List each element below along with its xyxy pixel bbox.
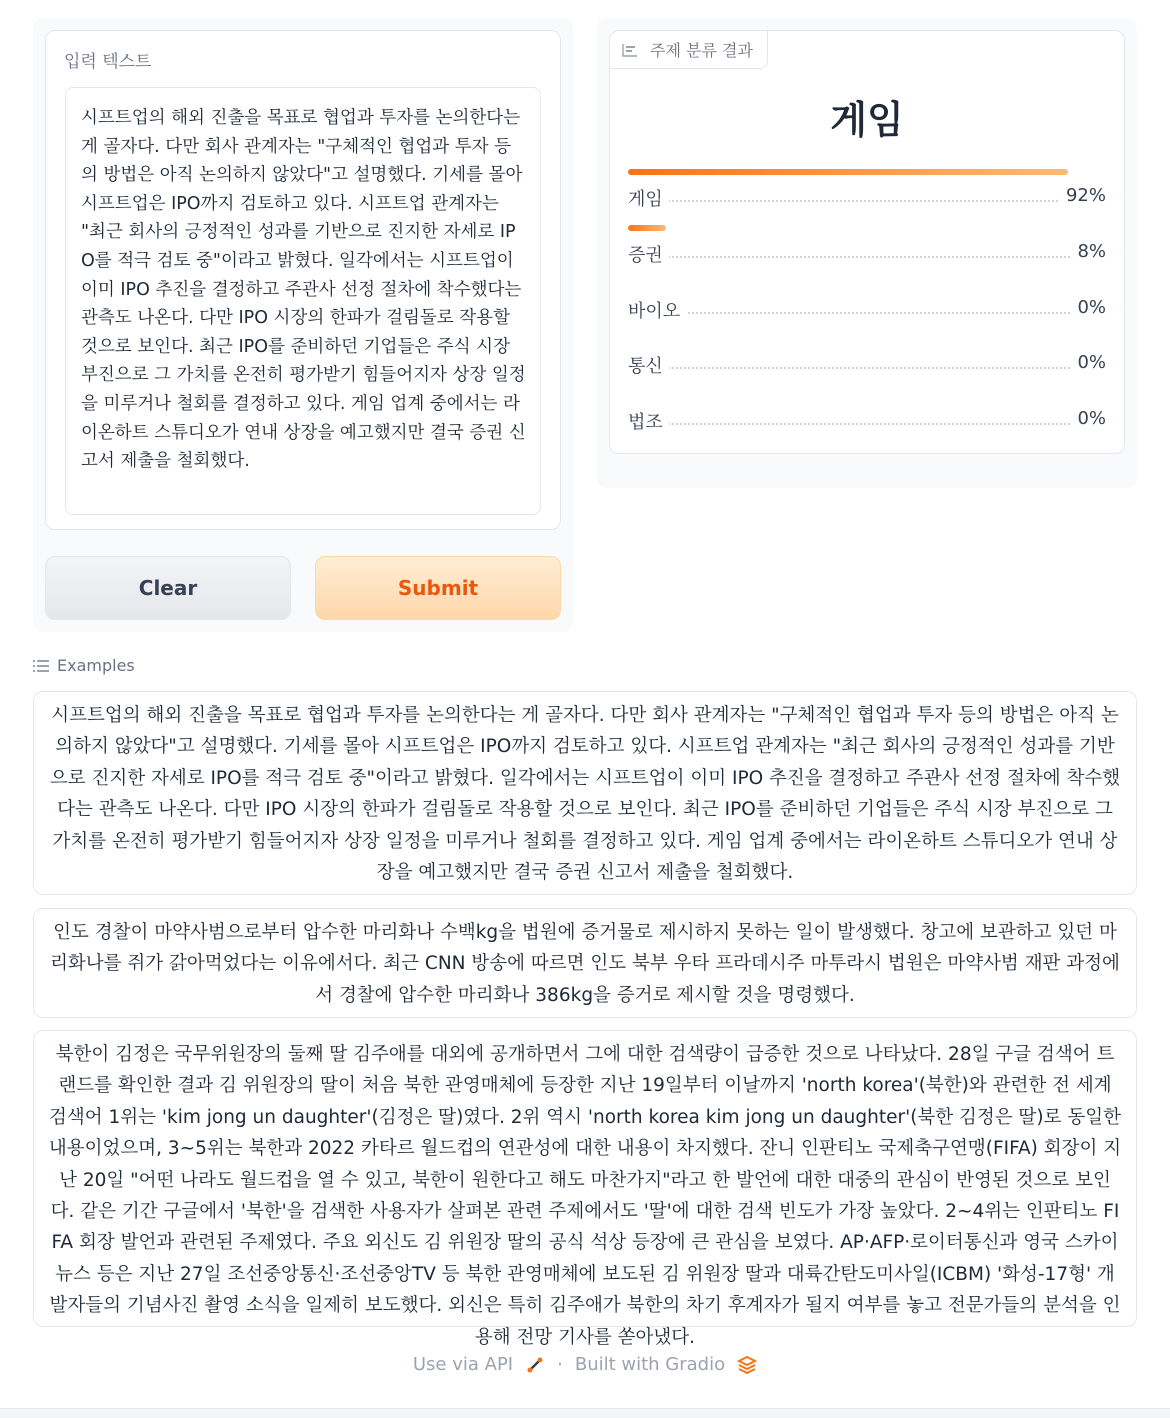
built-with-gradio-link[interactable]: Built with Gradio: [574, 1354, 726, 1375]
confidence-label: 게임: [628, 185, 669, 211]
rocket-icon: [525, 1355, 545, 1375]
confidence-value: 8%: [1071, 241, 1106, 262]
input-label: 입력 텍스트: [64, 52, 152, 72]
confidence-row: [628, 281, 1106, 321]
confidence-bar: [628, 225, 666, 231]
input-textarea[interactable]: 시프트업의 해외 진출을 목표로 협업과 투자를 논의한다는 게 골자다. 다만 회사 관계자는 "구체적인 협업과 투자 등의 방법은 아직 논의하지 않았다"고 설명했다. 기세를 몰아 시프트업은 IPO까지 검토하고 있다. 시프트업 관계자는 "최근 회사의 긍정적인 성과를 기반으로 진지한 자세로 IPO를 적극 검토 중"이라고 밝혔다. 일각에서는 시프트업이 이미 IPO 추진을 결정하고 주관사 선정 절차에 착수했다는 관측도 나온다. 다만 IPO 시장의 한파가 걸림돌로 작용할 것으로 보인다. 최근 IPO를 준비하던 기업들은 주식 시장 부진으로 그 가치를 온전히 평가받기 힘들어지자 상장 일정을 미루거나 철회를 결정하고 있다. 게임 업계 중에서는 라이온하트 스튜디오가 연내 상장을 예고했지만 결국 증권 신고서 제출을 철회했다.: [65, 87, 541, 515]
output-tab: [610, 31, 768, 69]
bottom-bar: [0, 1408, 1170, 1418]
confidence-value: 0%: [1071, 408, 1106, 429]
footer: [0, 1354, 1170, 1375]
confidence-row: [628, 225, 1106, 265]
example-item-3[interactable]: 북한이 김정은 국무위원장의 둘째 딸 김주애를 대외에 공개하면서 그에 대한 검색량이 급증한 것으로 나타났다. 28일 구글 검색어 트랜드를 확인한 결과 김 위원장의 딸이 처음 북한 관영매체에 등장한 지난 19일부터 이날까지 'north korea'(북한)와 관련한 전 세계 검색어 1위는 'kim jong un daughter'(김정은 딸)였다. 2위 역시 'north korea kim jong un daughter'(북한 김정은 딸)로 동일한 내용이었으며, 3~5위는 북한과 2022 카타르 월드컵의 연관성에 대한 내용이 차지했다. 잔니 인판티노 국제축구연맹(FIFA) 회장이 지난 20일 "어떤 나라도 월드컵을 열 수 있고, 북한이 원한다고 해도 마찬가지"라고 한 발언에 대한 대중의 관심이 반영된 것으로 보인다. 같은 기간 구글에서 '북한'을 검색한 사용자가 살펴본 관련 주제에서도 '딸'에 대한 검색 빈도가 가장 높았다. 2~4위는 인판티노 FIFA 회장 발언과 관련된 주제였다. 주요 외신도 김 위원장 딸의 공식 석상 등장에 큰 관심을 보였다. AP·AFP·로이터통신과 영국 스카이뉴스 등은 지난 27일 조선중앙통신·조선중앙TV 등 북한 관영매체에 보도된 김 위원장 딸과 대륙간탄도미사일(ICBM) '화성-17형' 개발자들의 기념사진 촬영 소식을 일제히 보도했다. 외신은 특히 김주애가 북한의 차기 후계자가 될지 여부를 놓고 전문가들의 분석을 인용해 전망 기사를 쏟아냈다.: [33, 1030, 1137, 1327]
confidence-bar: [628, 169, 1068, 175]
examples-label: Examples: [57, 656, 135, 675]
confidence-value: 92%: [1060, 185, 1106, 206]
confidence-leader: [628, 256, 1106, 258]
clear-button[interactable]: Clear: [45, 556, 291, 620]
confidence-leader: [628, 367, 1106, 369]
confidence-leader: [628, 200, 1106, 202]
example-item-1[interactable]: 시프트업의 해외 진출을 목표로 협업과 투자를 논의한다는 게 골자다. 다만 회사 관계자는 "구체적인 협업과 투자 등의 방법은 아직 논의하지 않았다"고 설명했다. 기세를 몰아 시프트업은 IPO까지 검토하고 있다. 시프트업 관계자는 "최근 회사의 긍정적인 성과를 기반으로 진지한 자세로 IPO를 적극 검토 중"이라고 밝혔다. 일각에서는 시프트업이 이미 IPO 추진을 결정하고 주관사 선정 절차에 착수했다는 관측도 나온다. 다만 IPO 시장의 한파가 걸림돌로 작용할 것으로 보인다. 최근 IPO를 준비하던 기업들은 주식 시장 부진으로 그 가치를 온전히 평가받기 힘들어지자 상장 일정을 미루거나 철회를 결정하고 있다. 게임 업계 중에서는 라이온하트 스튜디오가 연내 상장을 예고했지만 결국 증권 신고서 제출을 철회했다.: [33, 691, 1137, 895]
submit-button[interactable]: Submit: [315, 556, 561, 620]
confidence-row: [628, 336, 1106, 376]
bar-chart-icon: [622, 43, 638, 57]
confidence-value: 0%: [1071, 352, 1106, 373]
confidence-label: 바이오: [628, 297, 686, 323]
confidence-label: 통신: [628, 352, 669, 378]
predicted-label: 게임: [830, 98, 904, 142]
output-tab-label: 주제 분류 결과: [650, 41, 753, 60]
list-icon: [33, 659, 49, 673]
input-textbox-block: [45, 30, 561, 530]
output-panel: [597, 18, 1137, 488]
confidence-label: 증권: [628, 241, 669, 267]
confidence-row: [628, 392, 1106, 432]
confidence-leader: [628, 312, 1106, 314]
gradio-logo-icon: [737, 1355, 757, 1375]
use-via-api-link[interactable]: Use via API: [412, 1354, 514, 1375]
input-panel: [33, 18, 573, 632]
footer-separator: ·: [557, 1354, 563, 1375]
confidence-value: 0%: [1071, 297, 1106, 318]
confidence-row: [628, 169, 1106, 209]
confidence-leader: [628, 423, 1106, 425]
confidence-label: 법조: [628, 408, 669, 434]
examples-header: [33, 656, 135, 675]
classification-output: [609, 30, 1125, 454]
example-item-2[interactable]: 인도 경찰이 마약사범으로부터 압수한 마리화나 수백kg을 법원에 증거물로 제시하지 못하는 일이 발생했다. 창고에 보관하고 있던 마리화나를 쥐가 갉아먹었다는 이유에서다. 최근 CNN 방송에 따르면 인도 북부 우타 프라데시주 마투라시 법원은 마약사범 재판 과정에서 경찰에 압수한 마리화나 386kg을 증거로 제시할 것을 명령했다.: [33, 908, 1137, 1018]
